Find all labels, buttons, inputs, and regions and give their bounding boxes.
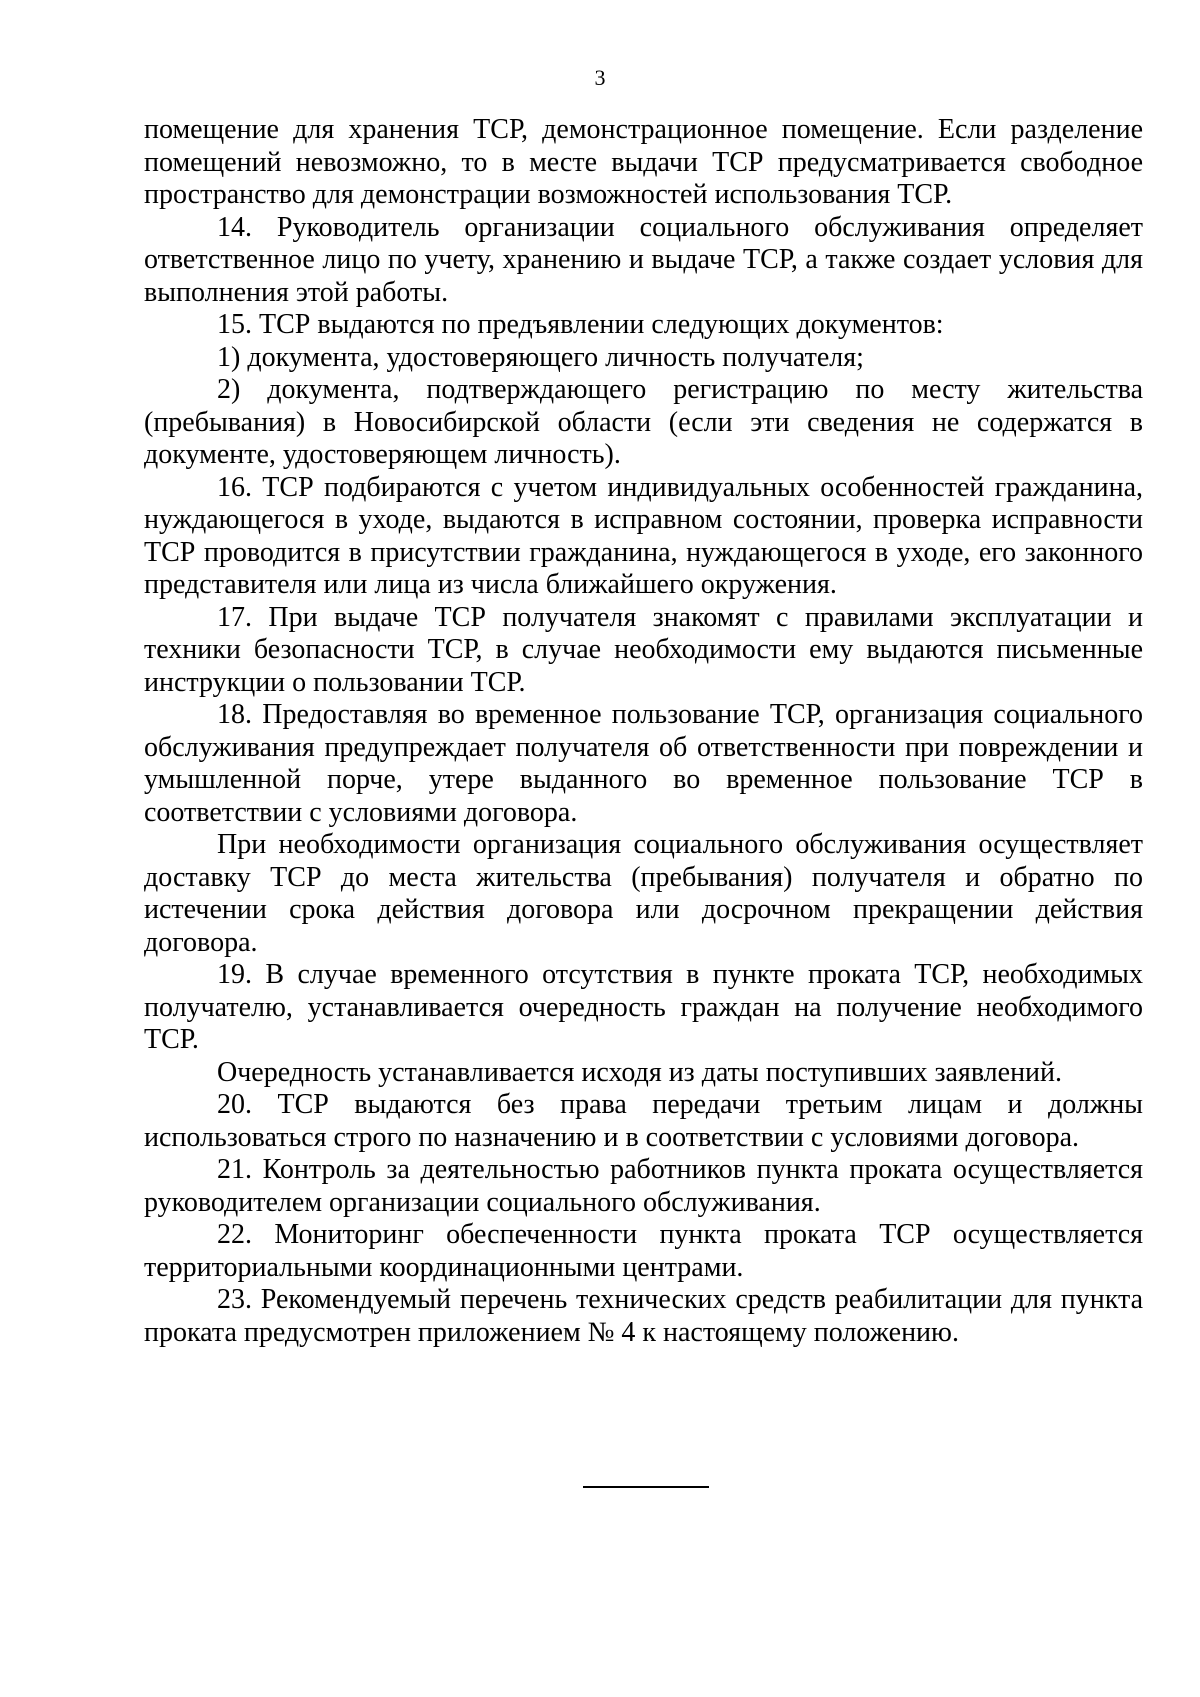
paragraph-item-15: 15. ТСР выдаются по предъявлении следующих документов: (217, 309, 944, 340)
paragraph-item-18-delivery: При необходимости организация социального обслуживания осуществляет доставку ТСР до места жительства (пребывания) получателя и обратно по истечении срока действия договора или досрочном прекращении действия договора. (144, 829, 1143, 958)
paragraph-item-23: 23. Рекомендуемый перечень технических средств реабилитации для пункта проката предусмотрен приложением № 4 к настоящему положению. (144, 1284, 1143, 1348)
end-of-document-rule (583, 1486, 709, 1488)
document-body (144, 114, 1143, 1349)
paragraph-item-16: 16. ТСР подбираются с учетом индивидуальных особенностей гражданина, нуждающегося в уходе, выдаются в исправном состоянии, проверка исправности ТСР проводится в присутствии гражданина, нуждающегося в уходе, его законного представителя или лица из числа ближайшего окружения. (144, 471, 1143, 600)
paragraph-item-18: 18. Предоставляя во временное пользование ТСР, организация социального обслуживания предупреждает получателя об ответственности при повреждении и умышленной порче, утере выданного во временное пользование ТСР в соответствии с условиями договора. (144, 699, 1143, 828)
paragraph-item-21: 21. Контроль за деятельностью работников пункта проката осуществляется руководителем организации социального обслуживания. (144, 1154, 1143, 1218)
paragraph-item-19-queue: Очередность устанавливается исходя из даты поступивших заявлений. (217, 1056, 1063, 1088)
paragraph-item-14: 14. Руководитель организации социального обслуживания определяет ответственное лицо по учету, хранению и выдаче ТСР, а также создает условия для выполнения этой работы. (144, 211, 1143, 308)
paragraph-subitem-2: 2) документа, подтверждающего регистрацию по месту жительства (пребывания) в Новосибирской области (если эти сведения не содержатся в документе, удостоверяющем личность). (144, 374, 1143, 470)
paragraph-item-20: 20. ТСР выдаются без права передачи третьим лицам и должны использоваться строго по назначению и в соответствии с условиями договора. (144, 1089, 1143, 1153)
paragraph-item-17: 17. При выдаче ТСР получателя знакомят с правилами эксплуатации и техники безопасности ТСР, в случае необходимости ему выдаются письменные инструкции о пользовании ТСР. (144, 601, 1143, 698)
paragraph-subitem-1: 1) документа, удостоверяющего личность получателя; (217, 341, 864, 373)
paragraph-continuation: помещение для хранения ТСР, демонстрационное помещение. Если разделение помещений невозможно, то в месте выдачи ТСР предусматривается свободное пространство для демонстрации возможностей использования ТСР. (144, 114, 1143, 210)
paragraph-item-22: 22. Мониторинг обеспеченности пункта проката ТСР осуществляется территориальными координационными центрами. (144, 1219, 1143, 1283)
paragraph-item-19: 19. В случае временного отсутствия в пункте проката ТСР, необходимых получателю, устанавливается очередность граждан на получение необходимого ТСР. (144, 959, 1143, 1055)
page-number: 3 (594, 65, 606, 90)
